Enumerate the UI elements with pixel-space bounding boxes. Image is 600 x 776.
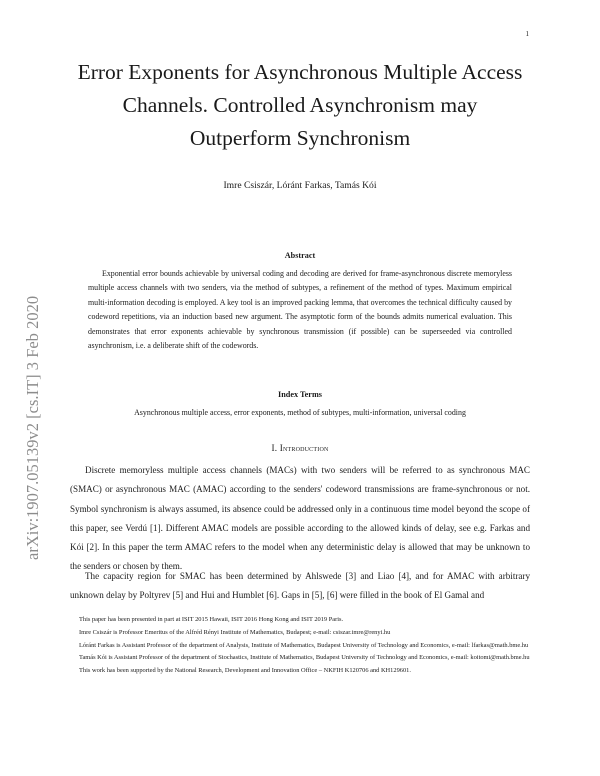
intro-paragraph: Discrete memoryless multiple access channels (MACs) with two senders will be referred to as synchronous MAC (SMAC) or asynchronous MAC (AMAC) according to the senders' codeword transmissions are frame-synchronous or not. Symbol synchronism is always assumed, its absence could be addressed only in a continuous time model beyond the scope of this paper, see Verdú [1]. Different AMAC models are possible according to the allowed kinds of delay, see e.g. Farkas and Kói [2]. In this paper the term AMAC refers to the model when any deterministic delay is allowed that may be unknown to the senders or chosen by them. <box>70 465 530 572</box>
index-terms-heading: Index Terms <box>278 390 322 399</box>
section-heading-introduction: I. Introduction <box>271 443 329 453</box>
page-number: 1 <box>525 30 529 38</box>
footnote: Lóránt Farkas is Assistant Professor of the department of Analysis, Institute of Mathematics, Budapest University of Technology and Economics, e-mail: lfarkas@math.bme.hu <box>79 641 529 649</box>
footnote: This paper has been presented in part at ISIT 2015 Hawaii, ISIT 2016 Hong Kong and ISIT 2019 Paris. <box>79 616 344 623</box>
abstract-body: Exponential error bounds achievable by universal coding and decoding are derived for frame-asynchronous discrete memoryless multiple access channels with two senders, via the method of subtypes, a refinement of the method of types. Maximum empirical multi-information decoding is employed. A key tool is an improved packing lemma, that overcomes the technical difficulty caused by codeword repetitions, via an induction based new argument. The asymptotic form of the bounds admits numerical evaluation. This demonstrates that error exponents achievable by synchronous transmission (if possible) can be superseeded via controlled asynchronism, i.e. a deliberate shift of the codewords. <box>88 269 512 351</box>
paper-title: Error Exponents for Asynchronous Multiple Access Channels. Controlled Asynchronism may Outperform Synchronism <box>77 60 523 150</box>
footnotes <box>70 614 530 678</box>
footnote-rule <box>70 609 530 610</box>
footnote: This work has been supported by the National Research, Development and Innovation Office – NKFIH K120706 and KH129601. <box>79 667 411 675</box>
intro-paragraph: The capacity region for SMAC has been determined by Ahlswede [3] and Liao [4], and for AMAC with arbitrary unknown delay by Poltyrev [5] and Hui and Humblet [6]. Gaps in [5], [6] were filled in the book of El Gamal and <box>70 571 530 601</box>
author-list: Imre Csiszár, Lóránt Farkas, Tamás Kói <box>223 180 377 191</box>
index-terms-body: Asynchronous multiple access, error exponents, method of subtypes, multi-information, universal coding <box>134 408 466 417</box>
arxiv-stamp <box>8 215 42 560</box>
abstract-heading: Abstract <box>284 251 316 260</box>
arxiv-stamp-text: arXiv:1907.05139v2 [cs.IT] 3 Feb 2020 <box>23 295 42 560</box>
footnote: Tamás Kói is Assistant Professor of the department of Stochastics, Institute of Mathematics, Budapest University of Technology and Economics, e-mail: koitomi@math.bme.hu <box>79 654 530 662</box>
footnote: Imre Csiszár is Professor Emeritus of the Alfréd Rényi Institute of Mathematics, Budapest; e-mail: csiszar.imre@renyi.hu <box>79 628 391 636</box>
